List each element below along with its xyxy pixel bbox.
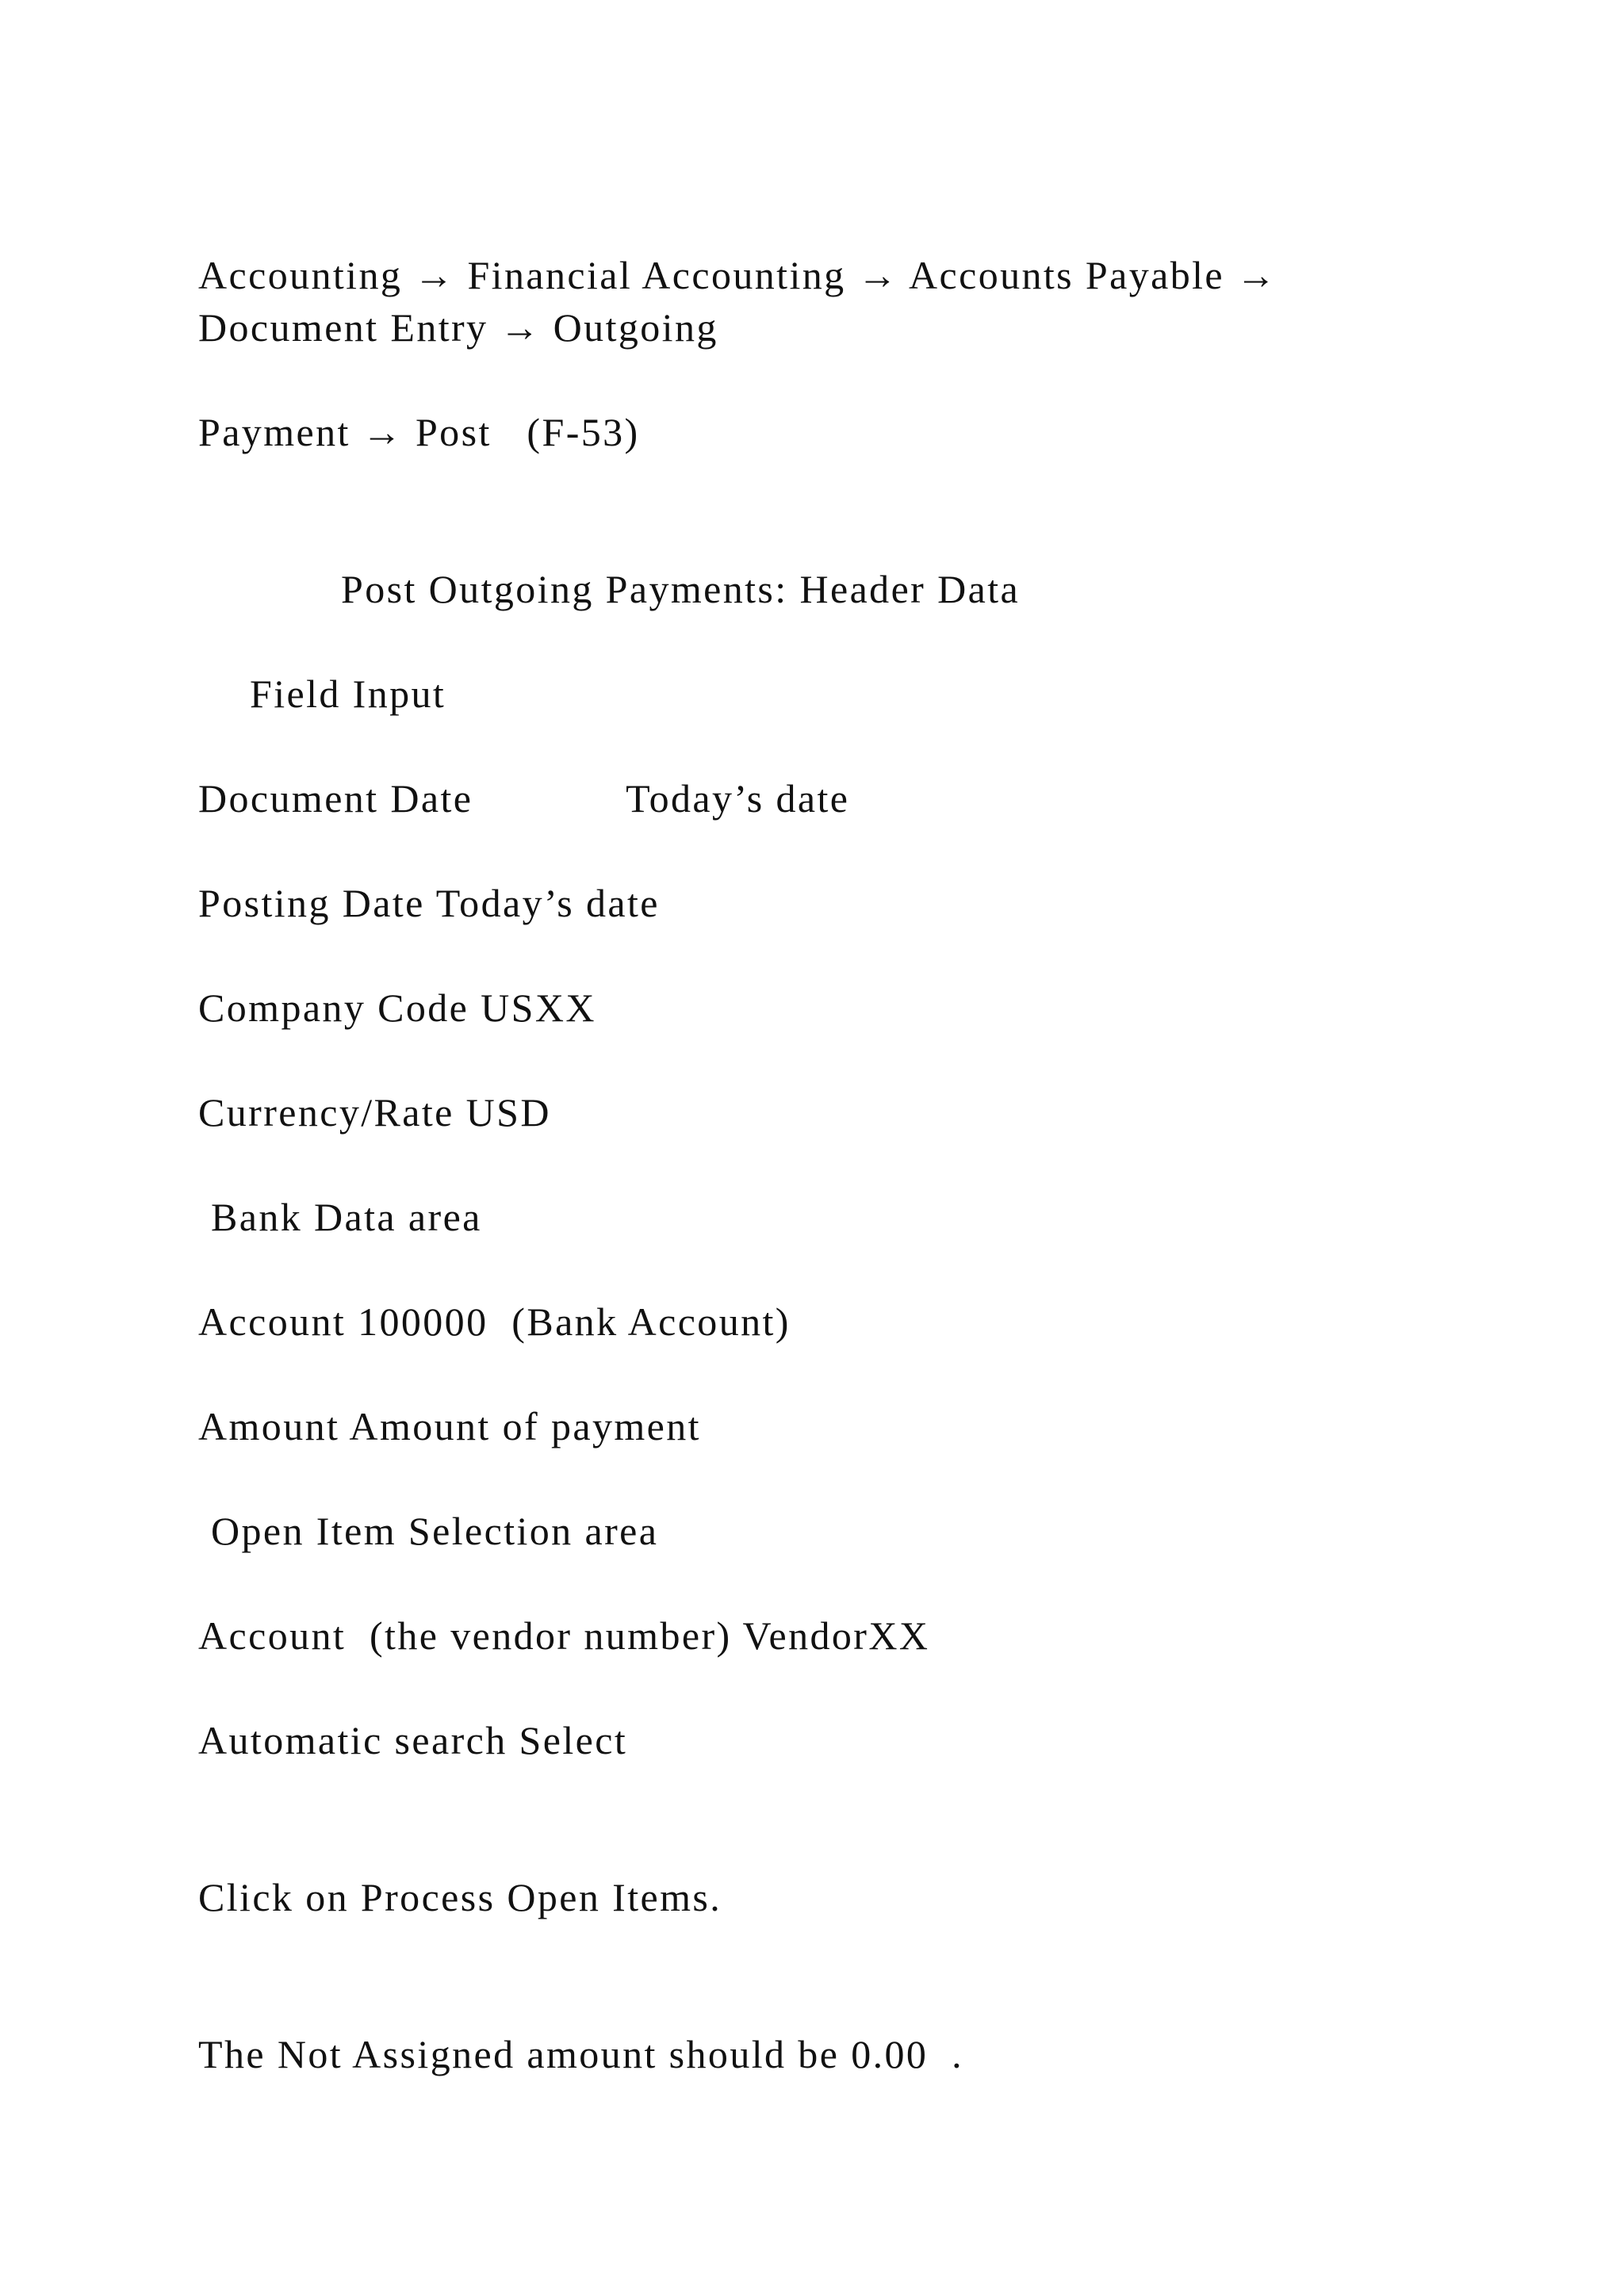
currency-rate-row: Currency/Rate USD [198, 1090, 551, 1135]
open-item-selection-heading: Open Item Selection area [211, 1509, 659, 1553]
menu-path-line-1: Accounting → Financial Accounting → Accounts Payable → [198, 253, 1278, 297]
section-title: Post Outgoing Payments: Header Data [341, 567, 1021, 611]
document-date-row: Document Date Today’s date [198, 776, 850, 821]
menu-path-line-2: Document Entry → Outgoing [198, 305, 718, 350]
process-open-items-instruction: Click on Process Open Items. [198, 1875, 722, 1919]
automatic-search-row: Automatic search Select [198, 1718, 628, 1762]
company-code-row: Company Code USXX [198, 985, 596, 1030]
amount-row: Amount Amount of payment [198, 1404, 701, 1448]
bank-data-heading: Bank Data area [211, 1195, 482, 1239]
vendor-account-row: Account (the vendor number) VendorXX [198, 1613, 930, 1658]
not-assigned-amount-instruction: The Not Assigned amount should be 0.00 . [198, 2032, 964, 2076]
field-input-header: Field Input [250, 672, 446, 716]
bank-account-row: Account 100000 (Bank Account) [198, 1299, 791, 1344]
posting-date-row: Posting Date Today’s date [198, 881, 660, 925]
menu-path-line-3: Payment → Post (F-53) [198, 410, 640, 454]
